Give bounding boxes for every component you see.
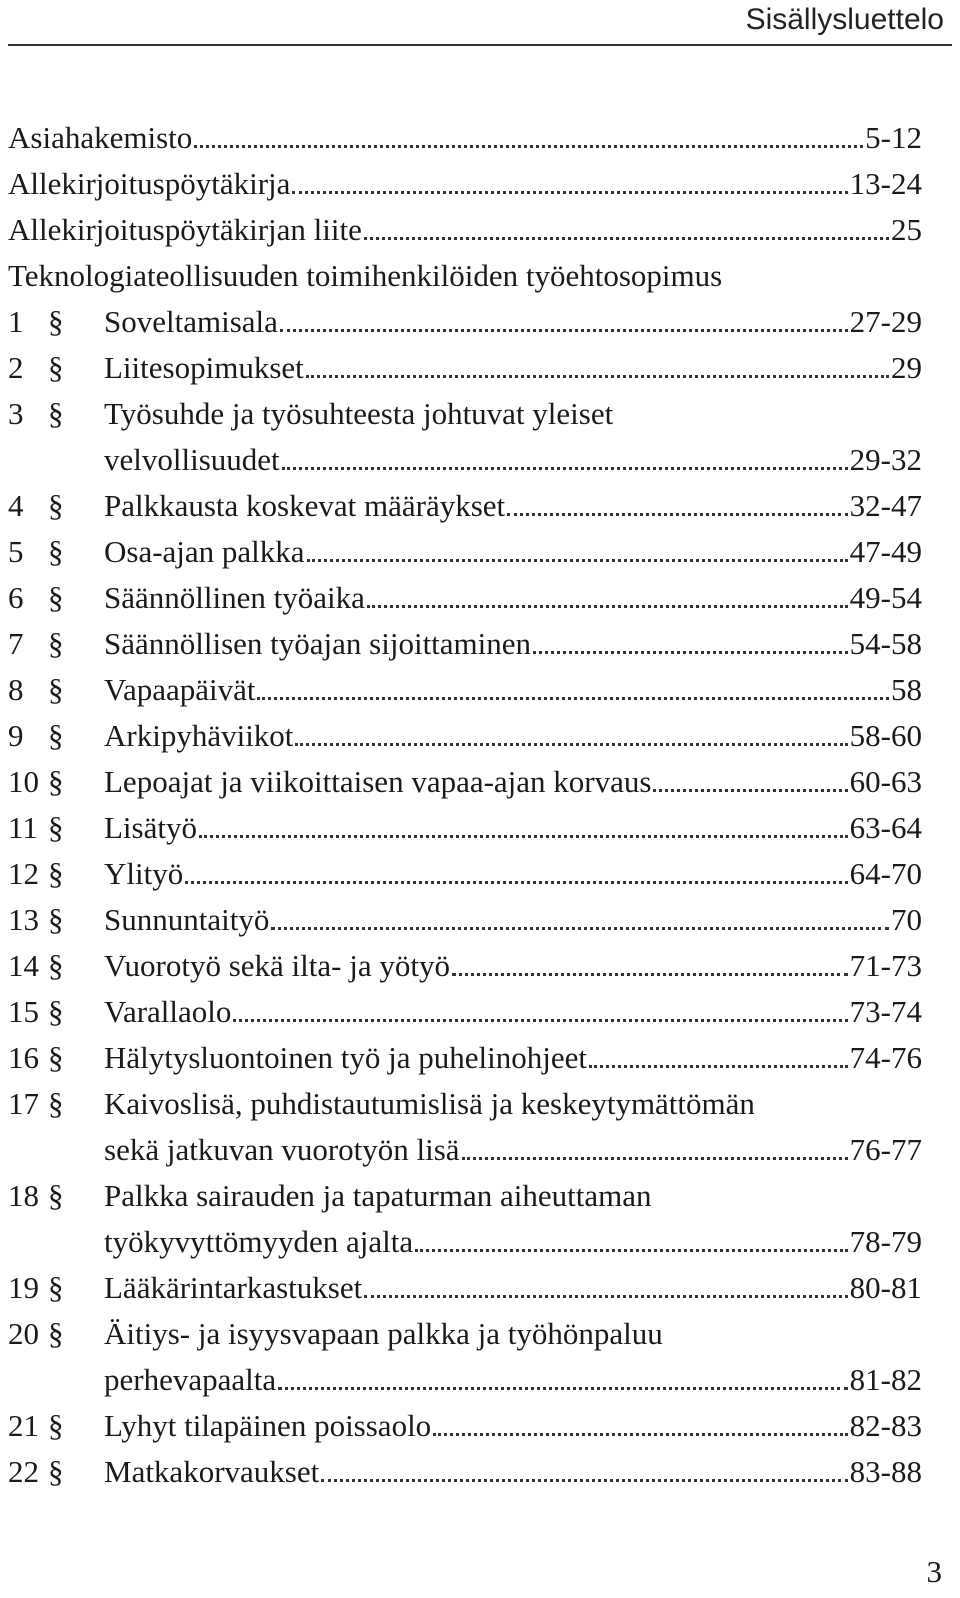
section-number: 10 [8, 764, 39, 799]
page-header-title: Sisällysluettelo [745, 3, 944, 36]
section-title: Kaivoslisä, puhdistautumislisä ja keskeytymättömän [104, 1086, 755, 1121]
toc-entry-page: 47-49 [849, 534, 922, 569]
section-title: Säännöllinen työaika [104, 580, 365, 615]
toc-entry-page: 70 [891, 902, 922, 937]
section-symbol: § [48, 672, 64, 707]
section-symbol: § [48, 396, 64, 431]
section-title: Arkipyhäviikot [104, 718, 294, 753]
section-title: Soveltamisala [104, 304, 278, 339]
section-number: 9 [8, 718, 24, 753]
section-symbol: § [48, 534, 64, 569]
section-title: Vuorotyö sekä ilta- ja yötyö [104, 948, 450, 983]
toc-section-entry[interactable] [8, 1306, 922, 1352]
toc-section-entry[interactable] [8, 1076, 922, 1122]
dot-leader [653, 789, 847, 792]
section-number: 12 [8, 856, 39, 891]
toc-entry-page: 54-58 [849, 626, 922, 661]
dot-leader [257, 697, 889, 700]
toc-entry-page: 13-24 [849, 166, 922, 201]
dot-leader [462, 1157, 848, 1160]
dot-leader [415, 1249, 848, 1252]
toc-entry-page: 74-76 [849, 1040, 922, 1075]
toc-entry-page: 78-79 [849, 1224, 922, 1259]
dot-leader [292, 191, 847, 194]
section-number: 13 [8, 902, 39, 937]
toc-section-entry[interactable] [8, 984, 922, 1030]
section-number: 8 [8, 672, 24, 707]
section-title: Työsuhde ja työsuhteesta johtuvat yleiset [104, 396, 614, 431]
toc-entry-page: 73-74 [849, 994, 922, 1029]
page-number: 3 [926, 1554, 942, 1589]
dot-leader [233, 1019, 847, 1022]
toc-section-line [8, 902, 271, 938]
section-symbol: § [48, 948, 64, 983]
toc-section-continuation [8, 432, 922, 478]
section-number: 4 [8, 488, 24, 523]
section-number: 16 [8, 1040, 39, 1075]
toc-section-entry[interactable] [8, 1444, 922, 1490]
toc-entry[interactable] [8, 248, 922, 294]
dot-leader [282, 467, 848, 470]
toc-section-entry[interactable] [8, 340, 922, 386]
toc-section-entry[interactable] [8, 1030, 922, 1076]
section-title-continuation: työkyvyttömyyden ajalta [104, 1224, 414, 1259]
section-title: Vapaapäivät [104, 672, 256, 707]
toc-section-entry[interactable] [8, 708, 922, 754]
toc-section-entry[interactable] [8, 938, 922, 984]
toc-section-entry[interactable] [8, 800, 922, 846]
section-symbol: § [48, 1408, 64, 1443]
dot-leader [364, 1295, 847, 1298]
section-title: Äitiys- ja isyysvapaan palkka ja työhönpaluu [104, 1316, 663, 1351]
section-number: 18 [8, 1178, 39, 1213]
section-title: Matkakorvaukset [104, 1454, 320, 1489]
dot-leader [321, 1479, 847, 1482]
toc-entry-page: 76-77 [849, 1132, 922, 1167]
section-title: Ylityö [104, 856, 184, 891]
toc-section-continuation [8, 1352, 922, 1398]
section-title: Hälytysluontoinen työ ja puhelinohjeet [104, 1040, 587, 1075]
section-symbol: § [48, 1040, 64, 1075]
toc-section-entry[interactable] [8, 570, 922, 616]
section-number: 15 [8, 994, 39, 1029]
section-number: 2 [8, 350, 24, 385]
toc-section-entry[interactable] [8, 478, 922, 524]
toc-section-line [8, 304, 280, 340]
toc-section-line [8, 948, 452, 984]
section-title-continuation: velvollisuudet [104, 442, 280, 477]
section-symbol: § [48, 1454, 64, 1489]
dot-leader [364, 237, 889, 240]
section-symbol: § [48, 626, 64, 661]
section-symbol: § [48, 902, 64, 937]
toc-section-line [8, 488, 507, 524]
section-number: 20 [8, 1316, 39, 1351]
section-symbol: § [48, 856, 64, 891]
toc-section-line [8, 764, 653, 800]
section-number: 14 [8, 948, 39, 983]
toc-section-entry[interactable] [8, 892, 922, 938]
toc-section-line [8, 626, 533, 662]
toc-section-line [8, 1454, 321, 1490]
toc-section-entry[interactable] [8, 616, 922, 662]
section-title: Osa-ajan palkka [104, 534, 305, 569]
toc-section-entry[interactable] [8, 1260, 922, 1306]
toc-entry-page: 27-29 [849, 304, 922, 339]
section-title: Lääkärintarkastukset [104, 1270, 363, 1305]
toc-entry-page: 49-54 [849, 580, 922, 615]
section-title: Varallaolo [104, 994, 232, 1029]
dot-leader [452, 973, 848, 976]
dot-leader [533, 651, 848, 654]
section-number: 21 [8, 1408, 39, 1443]
dot-leader [295, 743, 847, 746]
toc-entry-page: 32-47 [849, 488, 922, 523]
toc-entry-page: 81-82 [849, 1362, 922, 1397]
header-divider [8, 44, 952, 46]
toc-entry-title: Asiahakemisto [8, 120, 193, 155]
toc-entry-title: Teknologiateollisuuden toimihenkilöiden työehtosopimus [8, 258, 723, 293]
toc-section-entry[interactable] [8, 1398, 922, 1444]
toc-section-continuation [8, 1122, 922, 1168]
toc-entry[interactable] [8, 110, 922, 156]
toc-entry-page: 5-12 [865, 120, 922, 155]
section-symbol: § [48, 304, 64, 339]
section-title: Sunnuntaityö [104, 902, 270, 937]
toc-section-line [8, 994, 233, 1030]
toc-entry-page: 63-64 [849, 810, 922, 845]
toc-entry-page: 80-81 [849, 1270, 922, 1305]
toc-section-line [8, 1408, 433, 1444]
toc-entry-page: 82-83 [849, 1408, 922, 1443]
toc-section-line [8, 1040, 589, 1076]
toc-entry-page: 71-73 [849, 948, 922, 983]
section-symbol: § [48, 488, 64, 523]
dot-leader [280, 329, 848, 332]
toc-section-line [8, 1270, 364, 1306]
toc-section-line [8, 1316, 665, 1352]
toc-section-entry[interactable] [8, 754, 922, 800]
toc-entry-page: 83-88 [849, 1454, 922, 1489]
toc-section-line [8, 718, 295, 754]
section-title: Liitesopimukset [104, 350, 304, 385]
section-title: Säännöllisen työajan sijoittaminen [104, 626, 532, 661]
toc-section-entry[interactable] [8, 294, 922, 340]
dot-leader [271, 927, 889, 930]
toc-entry-page: 60-63 [849, 764, 922, 799]
toc-section-entry[interactable] [8, 386, 922, 432]
toc-section-line [8, 1086, 757, 1122]
toc-entry-title: Allekirjoituspöytäkirjan liite [8, 212, 362, 247]
toc-section-line [8, 672, 257, 708]
section-title: Lisätyö [104, 810, 197, 845]
toc-section-entry[interactable] [8, 524, 922, 570]
section-number: 6 [8, 580, 24, 615]
toc-entry-page: 64-70 [849, 856, 922, 891]
toc-section-line [8, 534, 307, 570]
section-title-continuation: sekä jatkuvan vuorotyön lisä [104, 1132, 460, 1167]
section-title-continuation: perhevapaalta [104, 1362, 277, 1397]
section-symbol: § [48, 580, 64, 615]
section-symbol: § [48, 810, 64, 845]
toc-section-line [8, 810, 199, 846]
section-symbol: § [48, 718, 64, 753]
section-number: 19 [8, 1270, 39, 1305]
toc-entry-page: 58-60 [849, 718, 922, 753]
dot-leader [367, 605, 848, 608]
section-number: 1 [8, 304, 24, 339]
dot-leader [199, 835, 848, 838]
toc-section-continuation [8, 1214, 922, 1260]
dot-leader [306, 375, 889, 378]
dot-leader [433, 1433, 847, 1436]
dot-leader [507, 513, 848, 516]
section-symbol: § [48, 350, 64, 385]
toc-section-entry[interactable] [8, 1168, 922, 1214]
dot-leader [278, 1387, 848, 1390]
toc-section-line [8, 396, 615, 432]
section-title: Lyhyt tilapäinen poissaolo [104, 1408, 432, 1443]
toc-section-line [8, 856, 185, 892]
section-number: 5 [8, 534, 24, 569]
toc-section-line [8, 350, 306, 386]
dot-leader [589, 1065, 848, 1068]
toc-entry[interactable] [8, 156, 922, 202]
section-symbol: § [48, 994, 64, 1029]
section-symbol: § [48, 764, 64, 799]
dot-leader [307, 559, 848, 562]
section-symbol: § [48, 1178, 64, 1213]
dot-leader [194, 145, 863, 148]
toc-section-line [8, 1178, 653, 1214]
section-number: 17 [8, 1086, 39, 1121]
toc-section-entry[interactable] [8, 846, 922, 892]
section-symbol: § [48, 1086, 64, 1121]
toc-entry-page: 58 [891, 672, 922, 707]
dot-leader [185, 881, 847, 884]
toc-section-entry[interactable] [8, 662, 922, 708]
toc-section-line [8, 580, 367, 616]
toc-entry-title: Allekirjoituspöytäkirja [8, 166, 291, 201]
table-of-contents [8, 110, 922, 1490]
toc-entry-page: 25 [891, 212, 922, 247]
toc-entry-page: 29 [891, 350, 922, 385]
toc-entry-page: 29-32 [849, 442, 922, 477]
section-number: 11 [8, 810, 38, 845]
section-title: Palkka sairauden ja tapaturman aiheuttaman [104, 1178, 652, 1213]
section-symbol: § [48, 1316, 64, 1351]
section-number: 3 [8, 396, 24, 431]
toc-entry[interactable] [8, 202, 922, 248]
section-title: Palkkausta koskevat määräykset [104, 488, 506, 523]
section-title: Lepoajat ja viikoittaisen vapaa-ajan korvaus [104, 764, 652, 799]
section-symbol: § [48, 1270, 64, 1305]
section-number: 7 [8, 626, 24, 661]
section-number: 22 [8, 1454, 39, 1489]
